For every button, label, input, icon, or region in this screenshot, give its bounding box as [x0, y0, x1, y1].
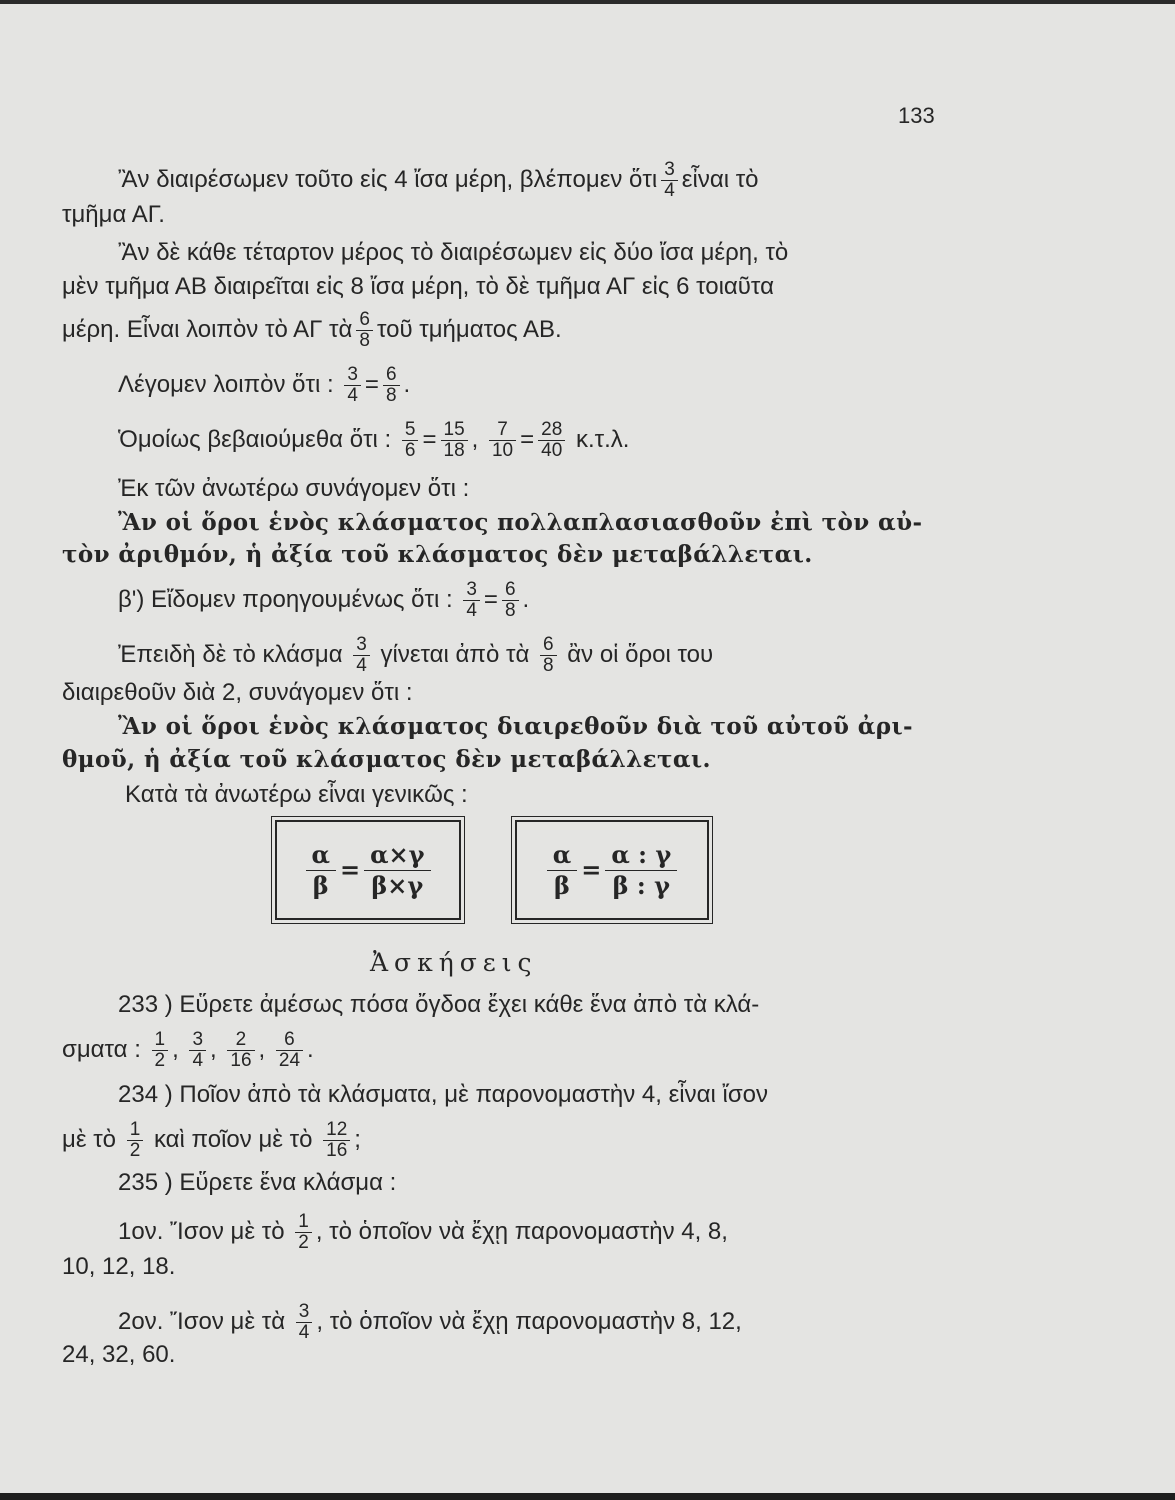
fraction: $\frac{1}{2}$ — [127, 1120, 144, 1161]
paragraph-line: διαιρεθοῦν διὰ 2, συνάγομεν ὅτι : — [62, 679, 413, 706]
formula-line: μὲ τὸ $\frac{1}{2}$ καὶ ποῖον μὲ τὸ $\frac{12}{16}$ ; — [62, 1119, 361, 1161]
fraction: $\frac{5}{6}$ — [402, 420, 419, 461]
exercise-item: 1ον. Ἴσον μὲ τὸ $\frac{1}{2}$ , τὸ ὁποῖον νὰ ἔχῃ παρονομαστὴν 4, 8, — [118, 1211, 728, 1253]
rule-statement: Ἂν οἱ ὅροι ἑνὸς κλάσματος διαιρεθοῦν διὰ τοῦ αὐτοῦ ἀρι- — [118, 713, 913, 740]
section-heading: Ἀσκήσεις — [370, 948, 538, 977]
fraction: $\frac{3}{4}$ — [189, 1030, 206, 1071]
fraction: $\frac{1}{2}$ — [152, 1030, 169, 1071]
fraction: $\frac{6}{8}$ — [356, 310, 373, 351]
paragraph-line: 24, 32, 60. — [62, 1341, 176, 1368]
fraction: $\frac{6}{8}$ — [540, 635, 557, 676]
fraction: $\frac{3}{4}$ — [353, 635, 370, 676]
exercise-234: 234 ) Ποῖον ἀπὸ τὰ κλάσματα, μὲ παρονομαστὴν 4, εἶναι ἴσον — [118, 1081, 768, 1108]
scan-top-edge — [0, 0, 1175, 4]
paragraph-line: Ἐκ τῶν ἀνωτέρω συνάγομεν ὅτι : — [118, 475, 470, 502]
exercise-235: 235 ) Εὕρετε ἕνα κλάσμα : — [118, 1169, 397, 1196]
fraction: $\frac{15}{18}$ — [441, 420, 468, 461]
fraction: $\frac{6}{24}$ — [276, 1030, 303, 1071]
formula-box-division: $\frac{\alpha}{\beta}$ = $\frac{\alpha : \gamma}{\beta : \gamma}$ — [515, 820, 709, 920]
fraction: $\frac{28}{40}$ — [538, 420, 565, 461]
fraction: $\frac{1}{2}$ — [295, 1212, 312, 1253]
fraction: $\frac{3}{4}$ — [344, 365, 361, 406]
fraction: $\frac{3}{4}$ — [661, 160, 678, 201]
paragraph-line: 10, 12, 18. — [62, 1253, 176, 1280]
rule-statement: Ἂν οἱ ὅροι ἑνὸς κλάσματος πολλαπλασιασθοῦν ἐπὶ τὸν αὐ- — [118, 509, 923, 536]
formula-line: Ὁμοίως βεβαιούμεθα ὅτι : $\frac{5}{6}$ = $\frac{15}{18}$ , $\frac{7}{10}$ = $\frac{28}{40}$ κ.τ.λ. — [118, 419, 630, 461]
exercise-233: 233 ) Εὕρετε ἀμέσως πόσα ὄγδοα ἔχει κάθε ἕνα ἀπὸ τὰ κλά- — [118, 991, 760, 1018]
formula-line: σματα : $\frac{1}{2}$ , $\frac{3}{4}$ , $\frac{2}{16}$ , $\frac{6}{24}$ . — [62, 1029, 314, 1071]
fraction: $\frac{6}{8}$ — [502, 580, 519, 621]
paragraph-line: τμῆμα ΑΓ. — [62, 201, 165, 228]
paragraph-line: Ἂν δὲ κάθε τέταρτον μέρος τὸ διαιρέσωμεν εἰς δύο ἴσα μέρη, τὸ — [118, 239, 789, 266]
paragraph-line: Ἂν διαιρέσωμεν τοῦτο εἰς 4 ἴσα μέρη, βλέπομεν ὅτι $\frac{3}{4}$ εἶναι τὸ — [118, 159, 759, 201]
fraction: $\frac{\alpha}{\beta}$ — [306, 840, 336, 901]
fraction: $\frac{6}{8}$ — [383, 365, 400, 406]
paragraph-line: μέρη. Εἶναι λοιπὸν τὸ ΑΓ τὰ $\frac{6}{8}$ τοῦ τμήματος ΑΒ. — [62, 309, 562, 351]
fraction: $\frac{\alpha : \gamma}{\beta : \gamma}$ — [605, 840, 677, 901]
fraction: $\frac{\alpha}{\beta}$ — [547, 840, 577, 901]
formula-box-multiplication: $\frac{\alpha}{\beta}$ = $\frac{\alpha\times\gamma}{\beta\times\gamma}$ — [275, 820, 461, 920]
paragraph-line: μὲν τμῆμα ΑΒ διαιρεῖται εἰς 8 ἴσα μέρη, τὸ δὲ τμῆμα ΑΓ εἰς 6 τοιαῦτα — [62, 273, 774, 300]
fraction: $\frac{3}{4}$ — [463, 580, 480, 621]
rule-statement: θμοῦ, ἡ ἀξία τοῦ κλάσματος δὲν μεταβάλλεται. — [62, 746, 711, 773]
fraction: $\frac{\alpha\times\gamma}{\beta\times\gamma}$ — [364, 840, 430, 901]
formula-line: Λέγομεν λοιπὸν ὅτι : $\frac{3}{4}$ = $\frac{6}{8}$ . — [118, 364, 411, 406]
paragraph-line: Κατὰ τὰ ἀνωτέρω εἶναι γενικῶς : — [125, 781, 468, 808]
fraction: $\frac{7}{10}$ — [489, 420, 516, 461]
formula-line: Ἐπειδὴ δὲ τὸ κλάσμα $\frac{3}{4}$ γίνεται ἀπὸ τὰ $\frac{6}{8}$ ἂν οἱ ὅροι του — [118, 634, 714, 676]
fraction: $\frac{3}{4}$ — [296, 1302, 313, 1343]
rule-statement: τὸν ἀριθμόν, ἡ ἀξία τοῦ κλάσματος δὲν μεταβάλλεται. — [62, 541, 813, 568]
scan-bottom-edge — [0, 1493, 1175, 1500]
exercise-item: 2ον. Ἴσον μὲ τὰ $\frac{3}{4}$ , τὸ ὁποῖον νὰ ἔχῃ παρονομαστὴν 8, 12, — [118, 1301, 742, 1343]
formula-line: β') Εἴδομεν προηγουμένως ὅτι : $\frac{3}{4}$ = $\frac{6}{8}$ . — [118, 579, 530, 621]
fraction: $\frac{2}{16}$ — [227, 1030, 254, 1071]
fraction: $\frac{12}{16}$ — [323, 1120, 350, 1161]
page-number: 133 — [898, 103, 935, 128]
